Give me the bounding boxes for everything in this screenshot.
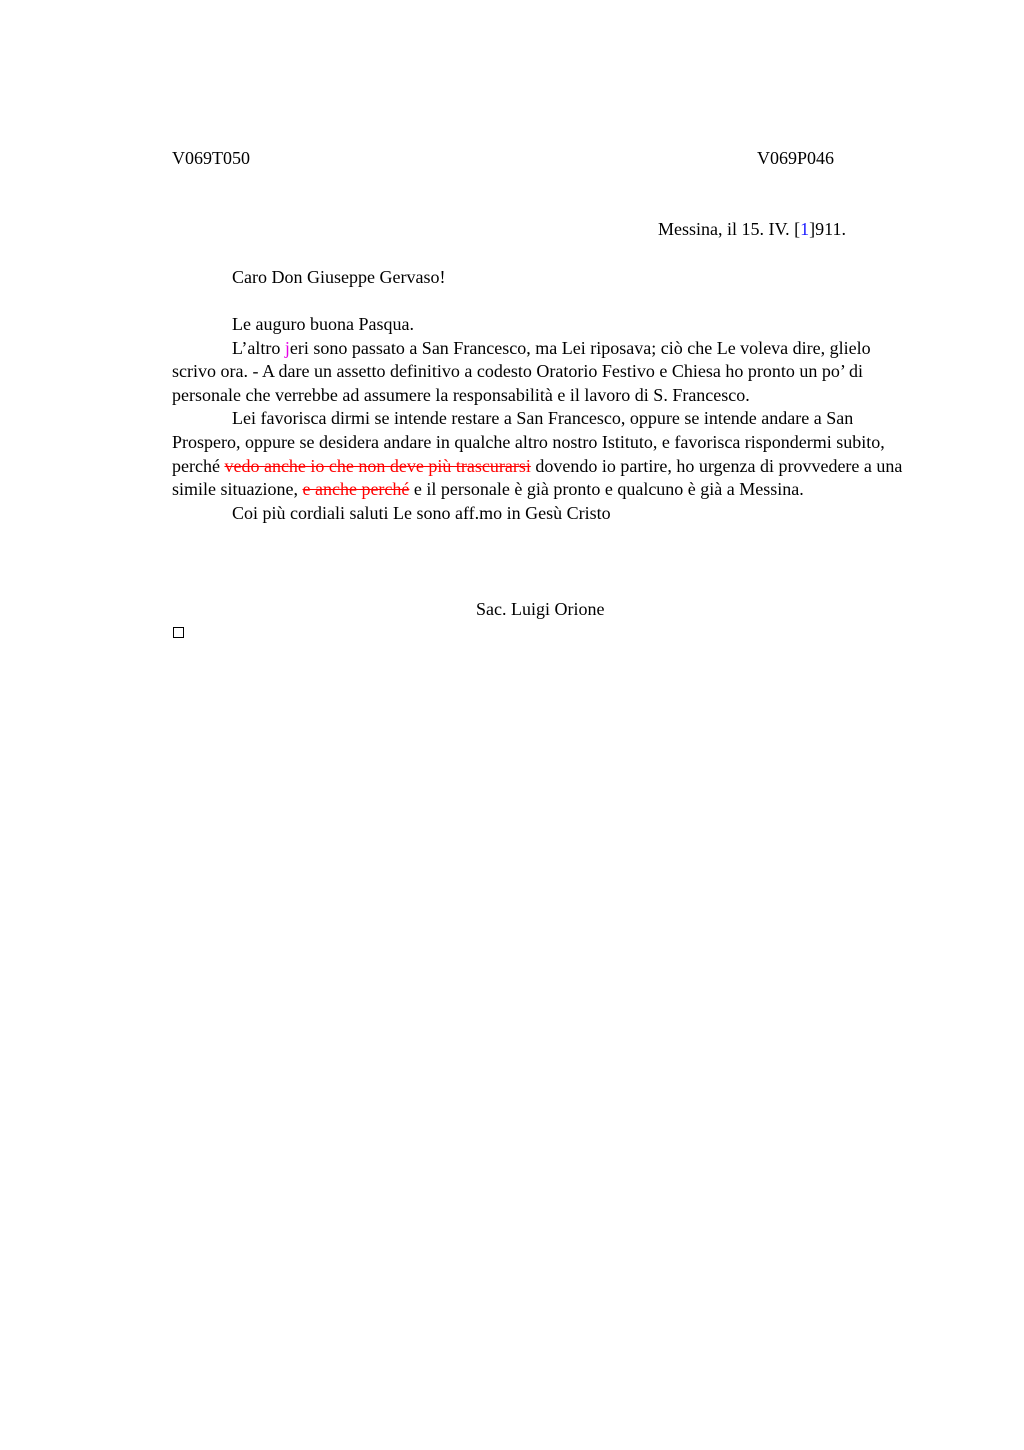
paragraph-closing: Coi più cordiali saluti Le sono aff.mo in Gesù Cristo	[232, 502, 611, 523]
dateline-inserted-digit: 1	[800, 219, 810, 239]
deleted-text-1: vedo anche io che non deve più trascurarsi	[224, 455, 531, 476]
dateline-after: ]911.	[809, 219, 846, 239]
checkbox-icon	[173, 627, 184, 638]
document-code-right: V069P046	[757, 148, 835, 168]
paragraph-greeting: Le auguro buona Pasqua.	[232, 314, 414, 334]
document-code-left: V069T050	[172, 148, 250, 168]
dateline	[658, 218, 846, 240]
paragraph-request-part1: Lei favorisca dirmi se intende restare a San Francesco, oppure se intende andare a San Prospero, oppure se desidera andare in qualche altro nostro Istituto, e favorisca rispondermi subito, perché	[172, 408, 885, 476]
paragraph-visit-part1: L’altro	[232, 337, 285, 358]
salutation: Caro Don Giuseppe Gervaso!	[232, 267, 446, 287]
dateline-before: Messina, il 15. IV. [	[658, 219, 801, 239]
paragraph-visit-part2: eri sono passato a San Francesco, ma Lei riposava; ciò che Le voleva dire, glielo scrivo ora. - A dare un assetto definitivo a codesto Oratorio Festivo e Chiesa ho pronto un po’ di personale che verrebbe ad assumere la responsabilità e il lavoro di S. Francesco.	[172, 337, 871, 405]
paragraph-visit	[172, 337, 918, 408]
paragraph-request-part3: e il personale è già pronto e qualcuno è già a Messina.	[409, 479, 804, 500]
inserted-letter: j	[284, 337, 290, 358]
letter-body	[172, 313, 918, 525]
paragraph-request-part2: dovendo io partire, ho urgenza di provvedere a una simile situazione,	[172, 455, 903, 500]
paragraph-request	[172, 407, 918, 501]
deleted-text-2: e anche perché	[302, 479, 410, 500]
signature: Sac. Luigi Orione	[476, 599, 605, 619]
